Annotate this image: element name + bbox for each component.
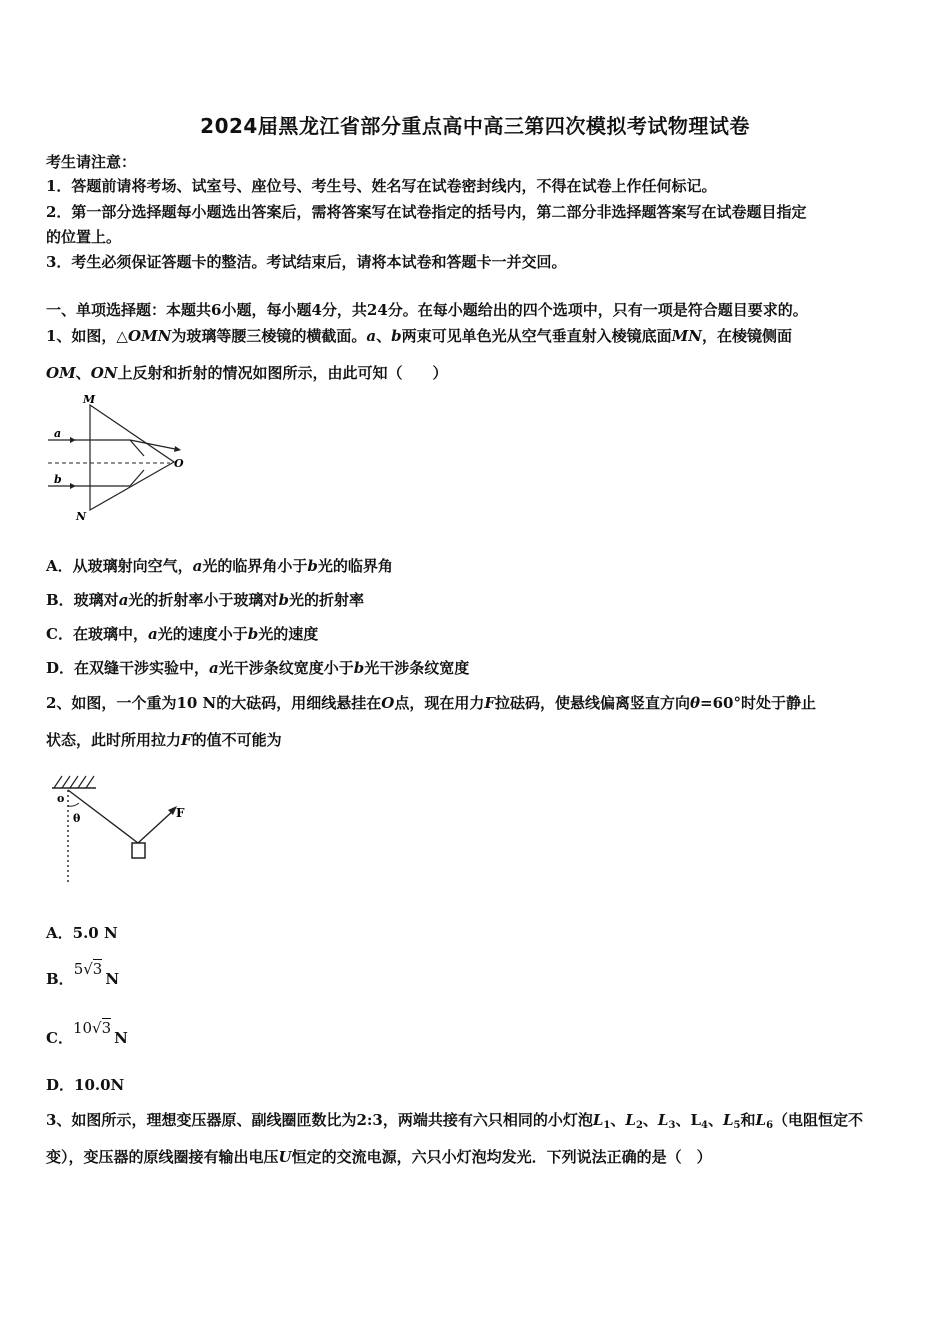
q3-text: 、 bbox=[707, 1111, 723, 1129]
prism-diagram bbox=[40, 390, 200, 525]
option-var: b bbox=[247, 625, 259, 643]
notice-item-1: 1．答题前请将考场、试室号、座位号、考生号、姓名写在试卷密封线内，不得在试卷上作任何标记。 bbox=[46, 177, 717, 195]
q3-var: L bbox=[592, 1111, 604, 1129]
q3-subscript: 3 bbox=[668, 1120, 676, 1131]
option-text: A．从玻璃射向空气， bbox=[46, 557, 193, 575]
option-var: a bbox=[209, 659, 219, 677]
q3-subscript: 4 bbox=[701, 1120, 708, 1131]
q1-text: 1、如图，△ bbox=[46, 327, 128, 345]
option-text: C．在玻璃中， bbox=[46, 625, 148, 643]
q1-text: ，在棱镜侧面 bbox=[701, 327, 792, 345]
q2-var: O bbox=[381, 694, 395, 712]
option-var: b bbox=[278, 591, 289, 609]
option-text: B．玻璃对 bbox=[46, 591, 119, 609]
q1-var: b bbox=[391, 327, 402, 345]
option-var: a bbox=[118, 591, 129, 609]
q3-text: 、 bbox=[610, 1111, 626, 1129]
q1-var: OMN bbox=[127, 327, 172, 345]
q2-text: 状态，此时所用拉力 bbox=[46, 731, 182, 749]
q1-var: a bbox=[366, 327, 377, 345]
prism-outline bbox=[90, 405, 174, 510]
q3-text: 恒定的交流电源，六只小灯泡均发光．下列说法正确的是（ ） bbox=[291, 1148, 712, 1166]
q3-subscript: 6 bbox=[766, 1120, 774, 1131]
q3-var: L bbox=[755, 1111, 767, 1129]
q2-var: θ bbox=[690, 694, 701, 712]
option-label: C． bbox=[46, 1029, 73, 1047]
option-radical-expression bbox=[74, 960, 103, 978]
option-text: 光的速度小于 bbox=[157, 625, 248, 643]
weight-block bbox=[132, 843, 145, 858]
q1-text: 、 bbox=[75, 364, 91, 382]
q1-var: MN bbox=[671, 327, 702, 345]
page-title: 2024届黑龙江省部分重点高中高三第四次模拟考试物理试卷 bbox=[200, 114, 750, 138]
option-label: B． bbox=[46, 970, 74, 988]
q3-text: 、L bbox=[675, 1111, 701, 1129]
q2-text: 点，现在用力 bbox=[394, 694, 485, 712]
sqrt-icon: √ bbox=[83, 960, 93, 978]
q3-text: 、 bbox=[642, 1111, 658, 1129]
notice-heading: 考生请注意： bbox=[46, 153, 137, 171]
option-unit: N bbox=[105, 970, 120, 988]
option-text: 光干涉条纹宽度 bbox=[364, 659, 470, 677]
q2-text: =60°时处于静止 bbox=[700, 694, 816, 712]
sqrt-icon: √ bbox=[92, 1019, 102, 1037]
notice-item-2-line-1: 2．第一部分选择题每小题选出答案后，需将答案写在试卷指定的括号内，第二部分非选择题答案写在试卷题目指定 bbox=[46, 203, 807, 221]
q1-option-d bbox=[46, 657, 910, 679]
q1-var: ON bbox=[90, 364, 118, 382]
option-text: 光的临界角 bbox=[317, 557, 393, 575]
q2-text: 拉砝码，使悬线偏离竖直方向 bbox=[495, 694, 691, 712]
option-var: a bbox=[192, 557, 203, 575]
q2-stem-line-2 bbox=[46, 729, 910, 751]
q3-subscript: 5 bbox=[733, 1120, 741, 1131]
option-var: a bbox=[147, 625, 158, 643]
option-radical-expression bbox=[73, 1018, 111, 1037]
q3-var: L bbox=[722, 1111, 734, 1129]
q1-stem-line-2 bbox=[46, 362, 910, 384]
q3-text: 和 bbox=[740, 1111, 756, 1129]
option-unit: N bbox=[114, 1029, 128, 1047]
q2-option-a: A．5.0 N bbox=[46, 924, 118, 942]
label-o: o bbox=[57, 792, 65, 805]
q2-var: F bbox=[181, 731, 192, 749]
option-text: 光的临界角小于 bbox=[202, 557, 308, 575]
ceiling-hatch bbox=[54, 776, 94, 788]
pendulum-diagram bbox=[46, 770, 196, 888]
q1-text: 、 bbox=[376, 327, 392, 345]
q3-stem-line-2 bbox=[46, 1146, 910, 1168]
q1-text: 两束可见单色光从空气垂直射入棱镜底面 bbox=[401, 327, 672, 345]
label-theta: θ bbox=[73, 812, 81, 825]
option-text: 光的折射率 bbox=[288, 591, 364, 609]
q2-var: F bbox=[484, 694, 495, 712]
q2-text: 的值不可能为 bbox=[191, 731, 282, 749]
q1-option-a bbox=[46, 555, 910, 577]
ray-a-arrow bbox=[70, 437, 76, 443]
q3-var: L bbox=[657, 1111, 669, 1129]
label-F: F bbox=[176, 806, 185, 820]
q1-stem-line-1 bbox=[46, 325, 910, 347]
q2-stem-line-1 bbox=[46, 692, 910, 714]
q3-text: （电阻恒定不 bbox=[773, 1111, 864, 1129]
q3-text: 变），变压器的原线圈接有输出电压 bbox=[46, 1148, 279, 1166]
q3-var: L bbox=[625, 1111, 636, 1129]
ray-b-arrow bbox=[70, 483, 76, 489]
radicand: 3 bbox=[92, 960, 103, 978]
q3-text: 3、如图所示，理想变压器原、副线圈匝数比为2:3，两端共接有六只相同的小灯泡 bbox=[46, 1111, 593, 1129]
label-a: a bbox=[54, 427, 62, 440]
q3-subscript: 1 bbox=[603, 1120, 611, 1131]
notice-item-3: 3．考生必须保证答题卡的整洁。考试结束后，请将本试卷和答题卡一并交回。 bbox=[46, 253, 567, 271]
q1-option-b bbox=[46, 589, 910, 611]
label-N: N bbox=[76, 510, 87, 523]
notice-item-2-line-2: 的位置上。 bbox=[46, 228, 122, 246]
q1-var: OM bbox=[46, 364, 76, 382]
radical-coefficient: 10 bbox=[72, 1019, 93, 1037]
label-O: O bbox=[174, 457, 184, 470]
radicand: 3 bbox=[101, 1019, 112, 1037]
q3-subscript: 2 bbox=[635, 1120, 643, 1131]
label-M: M bbox=[83, 393, 96, 406]
q2-option-c bbox=[46, 1017, 910, 1047]
angle-arc bbox=[68, 803, 79, 806]
radical-coefficient: 5 bbox=[73, 960, 84, 978]
option-text: 光的折射率小于玻璃对 bbox=[128, 591, 279, 609]
option-var: b bbox=[307, 557, 318, 575]
section-1-heading: 一、单项选择题：本题共6小题，每小题4分，共24分。在每小题给出的四个选项中，只有一项是符合题目要求的。 bbox=[46, 301, 808, 319]
q3-var: U bbox=[278, 1148, 292, 1166]
q2-option-d: D．10.0N bbox=[46, 1076, 125, 1094]
option-text: D．在双缝干涉实验中， bbox=[46, 659, 210, 677]
q3-stem-line-1 bbox=[46, 1109, 910, 1137]
q1-text: 为玻璃等腰三棱镜的横截面。 bbox=[171, 327, 367, 345]
option-text: 光干涉条纹宽度小于 bbox=[218, 659, 354, 677]
q2-option-b bbox=[46, 958, 910, 988]
force-vector bbox=[138, 810, 174, 843]
option-text: 光的速度 bbox=[258, 625, 319, 643]
q1-text: 上反射和折射的情况如图所示，由此可知（ ） bbox=[117, 364, 448, 382]
label-b: b bbox=[54, 473, 62, 486]
option-var: b bbox=[353, 659, 365, 677]
ray-a-refracted-arrow bbox=[174, 446, 181, 452]
q2-text: 2、如图，一个重为10 N的大砝码，用细线悬挂在 bbox=[46, 694, 382, 712]
q1-option-c bbox=[46, 623, 910, 645]
